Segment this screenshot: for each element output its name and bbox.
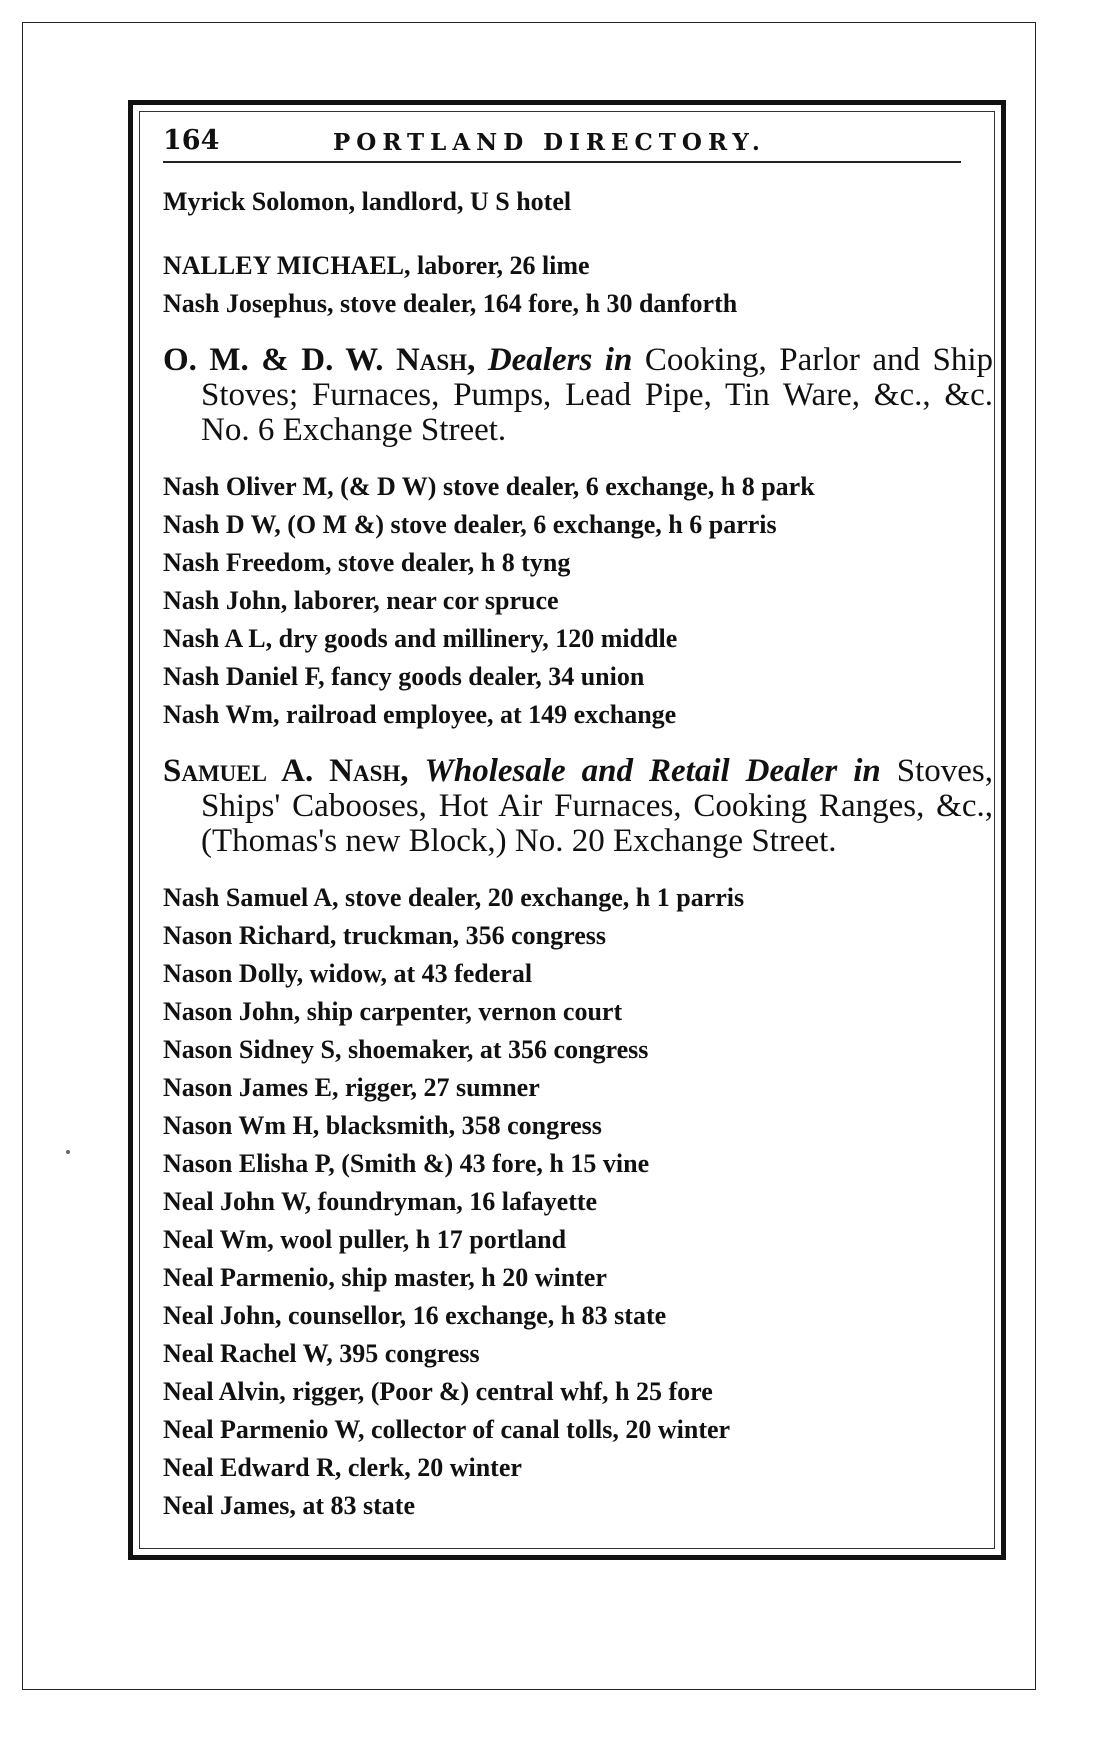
directory-entry: Nash D W, (O M &) stove dealer, 6 exchange, h 6 parris: [163, 510, 777, 539]
ad-firm-name: O. M. & D. W. Nash,: [163, 342, 476, 378]
directory-entry: Nason Elisha P, (Smith &) 43 fore, h 15 vine: [163, 1149, 650, 1178]
directory-entry: Neal Parmenio W, collector of canal tolls, 20 winter: [163, 1415, 731, 1444]
directory-entry: NALLEY MICHAEL, laborer, 26 lime: [163, 251, 590, 280]
directory-entry: Nason Sidney S, shoemaker, at 356 congress: [163, 1035, 649, 1064]
directory-entry: Nash Wm, railroad employee, at 149 exchange: [163, 700, 677, 729]
directory-entry: Nason Dolly, widow, at 43 federal: [163, 959, 533, 988]
ad-details: Cooking, Parlor and Ship Stoves; Furnaces, Pumps, Lead Pipe, Tin Ware, &c., &c. No. 6 Exchange Street.: [201, 342, 994, 448]
directory-entry: Nason Wm H, blacksmith, 358 congress: [163, 1111, 602, 1140]
directory-entry: Nash Samuel A, stove dealer, 20 exchange, h 1 parris: [163, 883, 745, 912]
directory-entry: Neal John W, foundryman, 16 lafayette: [163, 1187, 598, 1216]
directory-entry: Nash A L, dry goods and millinery, 120 middle: [163, 624, 678, 653]
directory-entry: Myrick Solomon, landlord, U S hotel: [163, 187, 572, 216]
page-header: [163, 125, 961, 163]
directory-entry: Neal Wm, wool puller, h 17 portland: [163, 1225, 567, 1254]
directory-entry: Neal James, at 83 state: [163, 1491, 415, 1520]
page-frame: [128, 100, 1006, 1560]
ad-firm-name: Samuel A. Nash,: [163, 753, 409, 789]
running-title: PORTLAND DIRECTORY.: [333, 129, 766, 156]
directory-entry: Nash John, laborer, near cor spruce: [163, 586, 559, 615]
ad-trade-description: Wholesale and Retail Dealer in: [424, 753, 881, 789]
scan-speck: [66, 1150, 70, 1154]
directory-entry: Nason Richard, truckman, 356 congress: [163, 921, 606, 950]
directory-entry: Nash Freedom, stove dealer, h 8 tyng: [163, 548, 571, 577]
directory-entries: [163, 183, 993, 1525]
directory-entry: Nason John, ship carpenter, vernon court: [163, 997, 623, 1026]
page-number: 164: [163, 125, 220, 156]
advertisement-om-dw-nash: [163, 343, 993, 448]
ad-details: Stoves, Ships' Cabooses, Hot Air Furnaces, Cooking Ranges, &c., (Thomas's new Block,) No. 20 Exchange Street.: [201, 753, 994, 859]
directory-entry: Neal Rachel W, 395 congress: [163, 1339, 480, 1368]
directory-entry: Nash Daniel F, fancy goods dealer, 34 union: [163, 662, 645, 691]
ad-trade-description: Dealers in: [487, 342, 633, 378]
directory-entry: Neal John, counsellor, 16 exchange, h 83 state: [163, 1301, 667, 1330]
directory-entry: Neal Parmenio, ship master, h 20 winter: [163, 1263, 607, 1292]
directory-entry: Neal Edward R, clerk, 20 winter: [163, 1453, 522, 1482]
advertisement-samuel-nash: [163, 754, 993, 859]
directory-entry: Nason James E, rigger, 27 sumner: [163, 1073, 540, 1102]
directory-entry: Nash Oliver M, (& D W) stove dealer, 6 exchange, h 8 park: [163, 472, 815, 501]
directory-entry: Nash Josephus, stove dealer, 164 fore, h 30 danforth: [163, 289, 738, 318]
directory-entry: Neal Alvin, rigger, (Poor &) central whf, h 25 fore: [163, 1377, 713, 1406]
